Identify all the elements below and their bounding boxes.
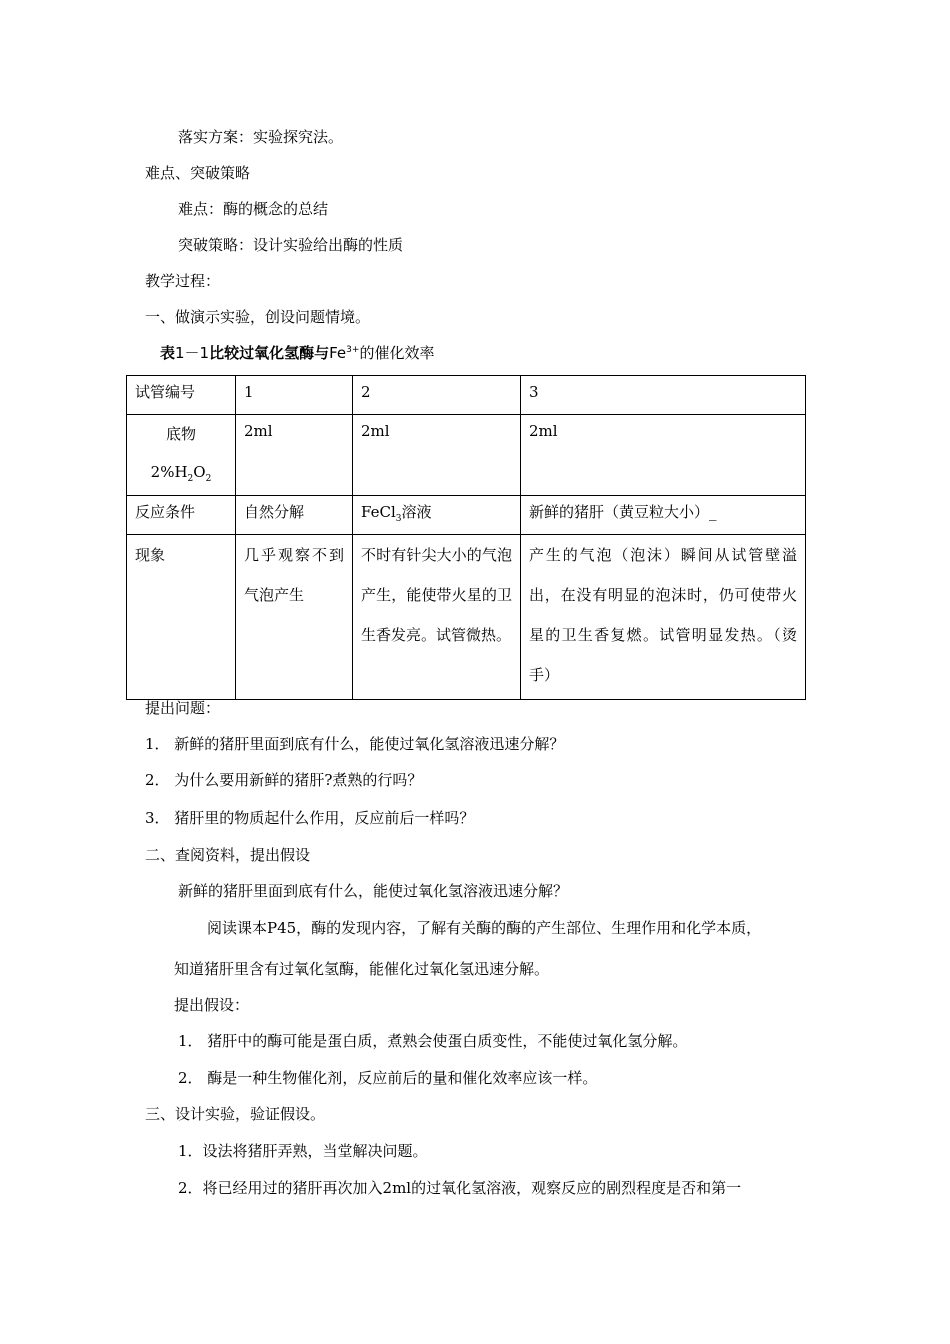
table-cell: 现象 [127,535,236,700]
table-cell: 2ml [353,415,521,496]
section-2-title: 二、查阅资料，提出假设 [145,846,311,864]
catalysis-comparison-table [126,375,806,700]
experiment-step-1: 1．设法将猪肝弄熟，当堂解决问题。 [178,1142,428,1160]
strategy-line: 突破策略：设计实验给出酶的性质 [178,236,404,254]
table-cell: 2ml [236,415,353,496]
section-2-line: 新鲜的猪肝里面到底有什么，能使过氧化氢溶液迅速分解？ [178,882,569,900]
section-1-title: 一、做演示实验，创设问题情境。 [145,308,371,326]
table-row [127,376,806,415]
section-2-line: 知道猪肝里含有过氧化氢酶，能催化过氧化氢迅速分解。 [174,960,550,978]
question-3: 3． 猪肝里的物质起什么作用，反应前后一样吗？ [145,809,475,827]
question-1: 1． 新鲜的猪肝里面到底有什么，能使过氧化氢溶液迅速分解？ [145,735,565,753]
questions-heading: 提出问题： [145,699,221,717]
section-2-line: 阅读课本P45，酶的发现内容，了解有关酶的酶的产生部位、生理作用和化学本质， [207,919,762,937]
hypothesis-2: 2． 酶是一种生物催化剂，反应前后的量和催化效率应该一样。 [178,1069,598,1087]
table-header-cell: 2 [353,376,521,415]
substrate-label-cell: 底物 $2\%H_2O_2$ [127,415,236,496]
table-header-cell: 1 [236,376,353,415]
experiment-step-2: 2．将已经用过的猪肝再次加入2ml的过氧化氢溶液，观察反应的剧烈程度是否和第一 [178,1179,742,1197]
table-row [127,535,806,700]
table-cell: 不时有针尖大小的气泡产生，能使带火星的卫生香发亮。试管微热。 [353,535,521,700]
section-3-title: 三、设计实验，验证假设。 [145,1105,326,1123]
table-cell: FeCl$_3$溶液 [353,496,521,535]
table-cell: 自然分解 [236,496,353,535]
table-row [127,415,806,496]
table-header-cell: 试管编号 [127,376,236,415]
table-header-cell: 3 [521,376,806,415]
process-heading: 教学过程： [145,272,221,290]
hypothesis-1: 1． 猪肝中的酶可能是蛋白质，煮熟会使蛋白质变性，不能使过氧化氢分解。 [178,1032,688,1050]
implementation-plan: 落实方案：实验探究法。 [178,128,344,146]
table-cell: 产生的气泡（泡沫）瞬间从试管壁溢出，在没有明显的泡沫时，仍可使带火星的卫生香复燃。试管明显发热。（烫手） [521,535,806,700]
table-row [127,496,806,535]
table-cell: 新鲜的猪肝（黄豆粒大小）_ [521,496,806,535]
table-caption: 表1－1比较过氧化氢酶与$Fe^{3+}$的催化效率 [160,344,435,362]
difficulty-line: 难点：酶的概念的总结 [178,200,329,218]
table-cell: 反应条件 [127,496,236,535]
table-cell: 2ml [521,415,806,496]
question-2: 2． 为什么要用新鲜的猪肝?煮熟的行吗？ [145,771,423,789]
table-cell: 几乎观察不到气泡产生 [236,535,353,700]
difficulty-heading: 难点、突破策略 [145,164,251,182]
hypothesis-heading: 提出假设： [174,996,250,1014]
